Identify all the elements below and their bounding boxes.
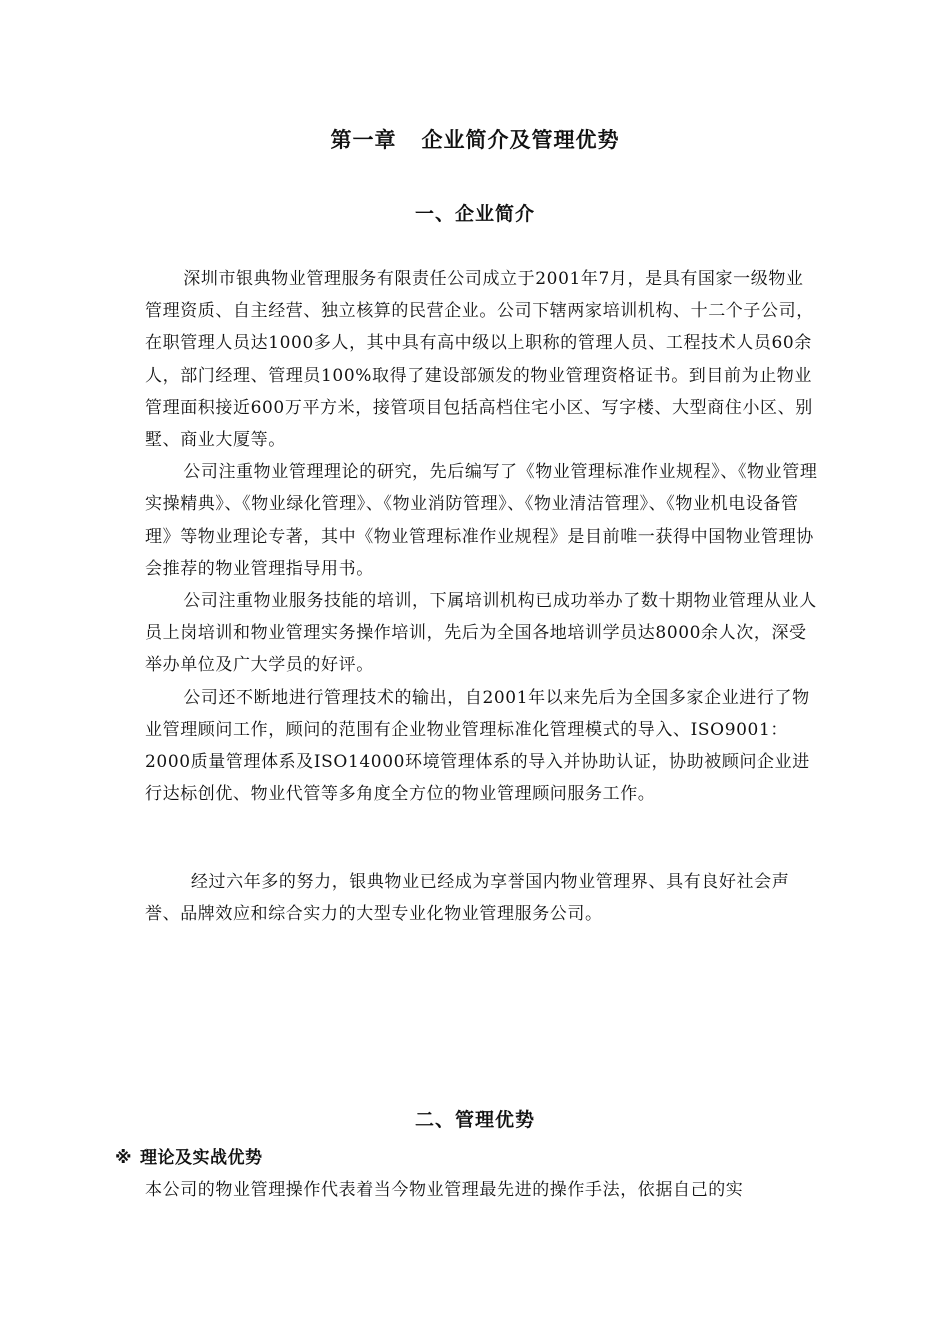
sub-heading-label: 理论及实战优势 (140, 1148, 263, 1168)
sub-heading-theory-practice (115, 1143, 263, 1168)
company-profile-body (145, 263, 821, 810)
section-title-management-advantages: 二、管理优势 (414, 1109, 535, 1131)
paragraph-consulting-output: 公司还不断地进行管理技术的输出，自2001年以来先后为全国多家企业进行了物业管理顾问工作，顾问的范围有企业物业管理标准化管理模式的导入、ISO9001：2000质量管理体系及ISO14000环境管理体系的导入并协助认证，协助被顾问企业进行达标创优、物业代管等多角度全方位的物业管理顾问服务工作。 (145, 687, 810, 805)
paragraph-theory-research: 公司注重物业管理理论的研究，先后编写了《物业管理标准作业规程》、《物业管理实操精典》、《物业绿化管理》、《物业消防管理》、《物业清洁管理》、《物业机电设备管理》等物业理论专著，其中《物业管理标准作业规程》是目前唯一获得中国物业管理协会推荐的物业管理指导用书。 (145, 462, 818, 579)
paragraph-company-overview: 深圳市银典物业管理服务有限责任公司成立于2001年7月，是具有国家一级物业管理资质、自主经营、独立核算的民营企业。公司下辖两家培训机构、十二个子公司，在职管理人员达1000多人，其中具有高中级以上职称的管理人员、工程技术人员60余人，部门经理、管理员100%取得了建设部颁发的物业管理资格证书。到目前为止物业管理面积接近600万平方米，接管项目包括高档住宅小区、写字楼、大型商住小区、别墅、商业大厦等。 (145, 269, 814, 451)
reference-mark-icon: ※ (115, 1148, 133, 1168)
paragraph-skills-training: 公司注重物业服务技能的培训，下属培训机构已成功举办了数十期物业管理从业人员上岗培训和物业管理实务操作培训，先后为全国各地培训学员达8000余人次，深受举办单位及广大学员的好评。 (145, 591, 817, 676)
paragraph-closing-summary: 经过六年多的努力，银典物业已经成为享誉国内物业管理界、具有良好社会声誉、品牌效应和综合实力的大型专业化物业管理服务公司。 (145, 872, 790, 925)
paragraph-management-operations: 本公司的物业管理操作代表着当今物业管理最先进的操作手法，依据自己的实 (145, 1180, 744, 1200)
section-title-company-profile: 一、企业简介 (414, 203, 535, 225)
chapter-title: 第一章 企业简介及管理优势 (330, 128, 620, 152)
